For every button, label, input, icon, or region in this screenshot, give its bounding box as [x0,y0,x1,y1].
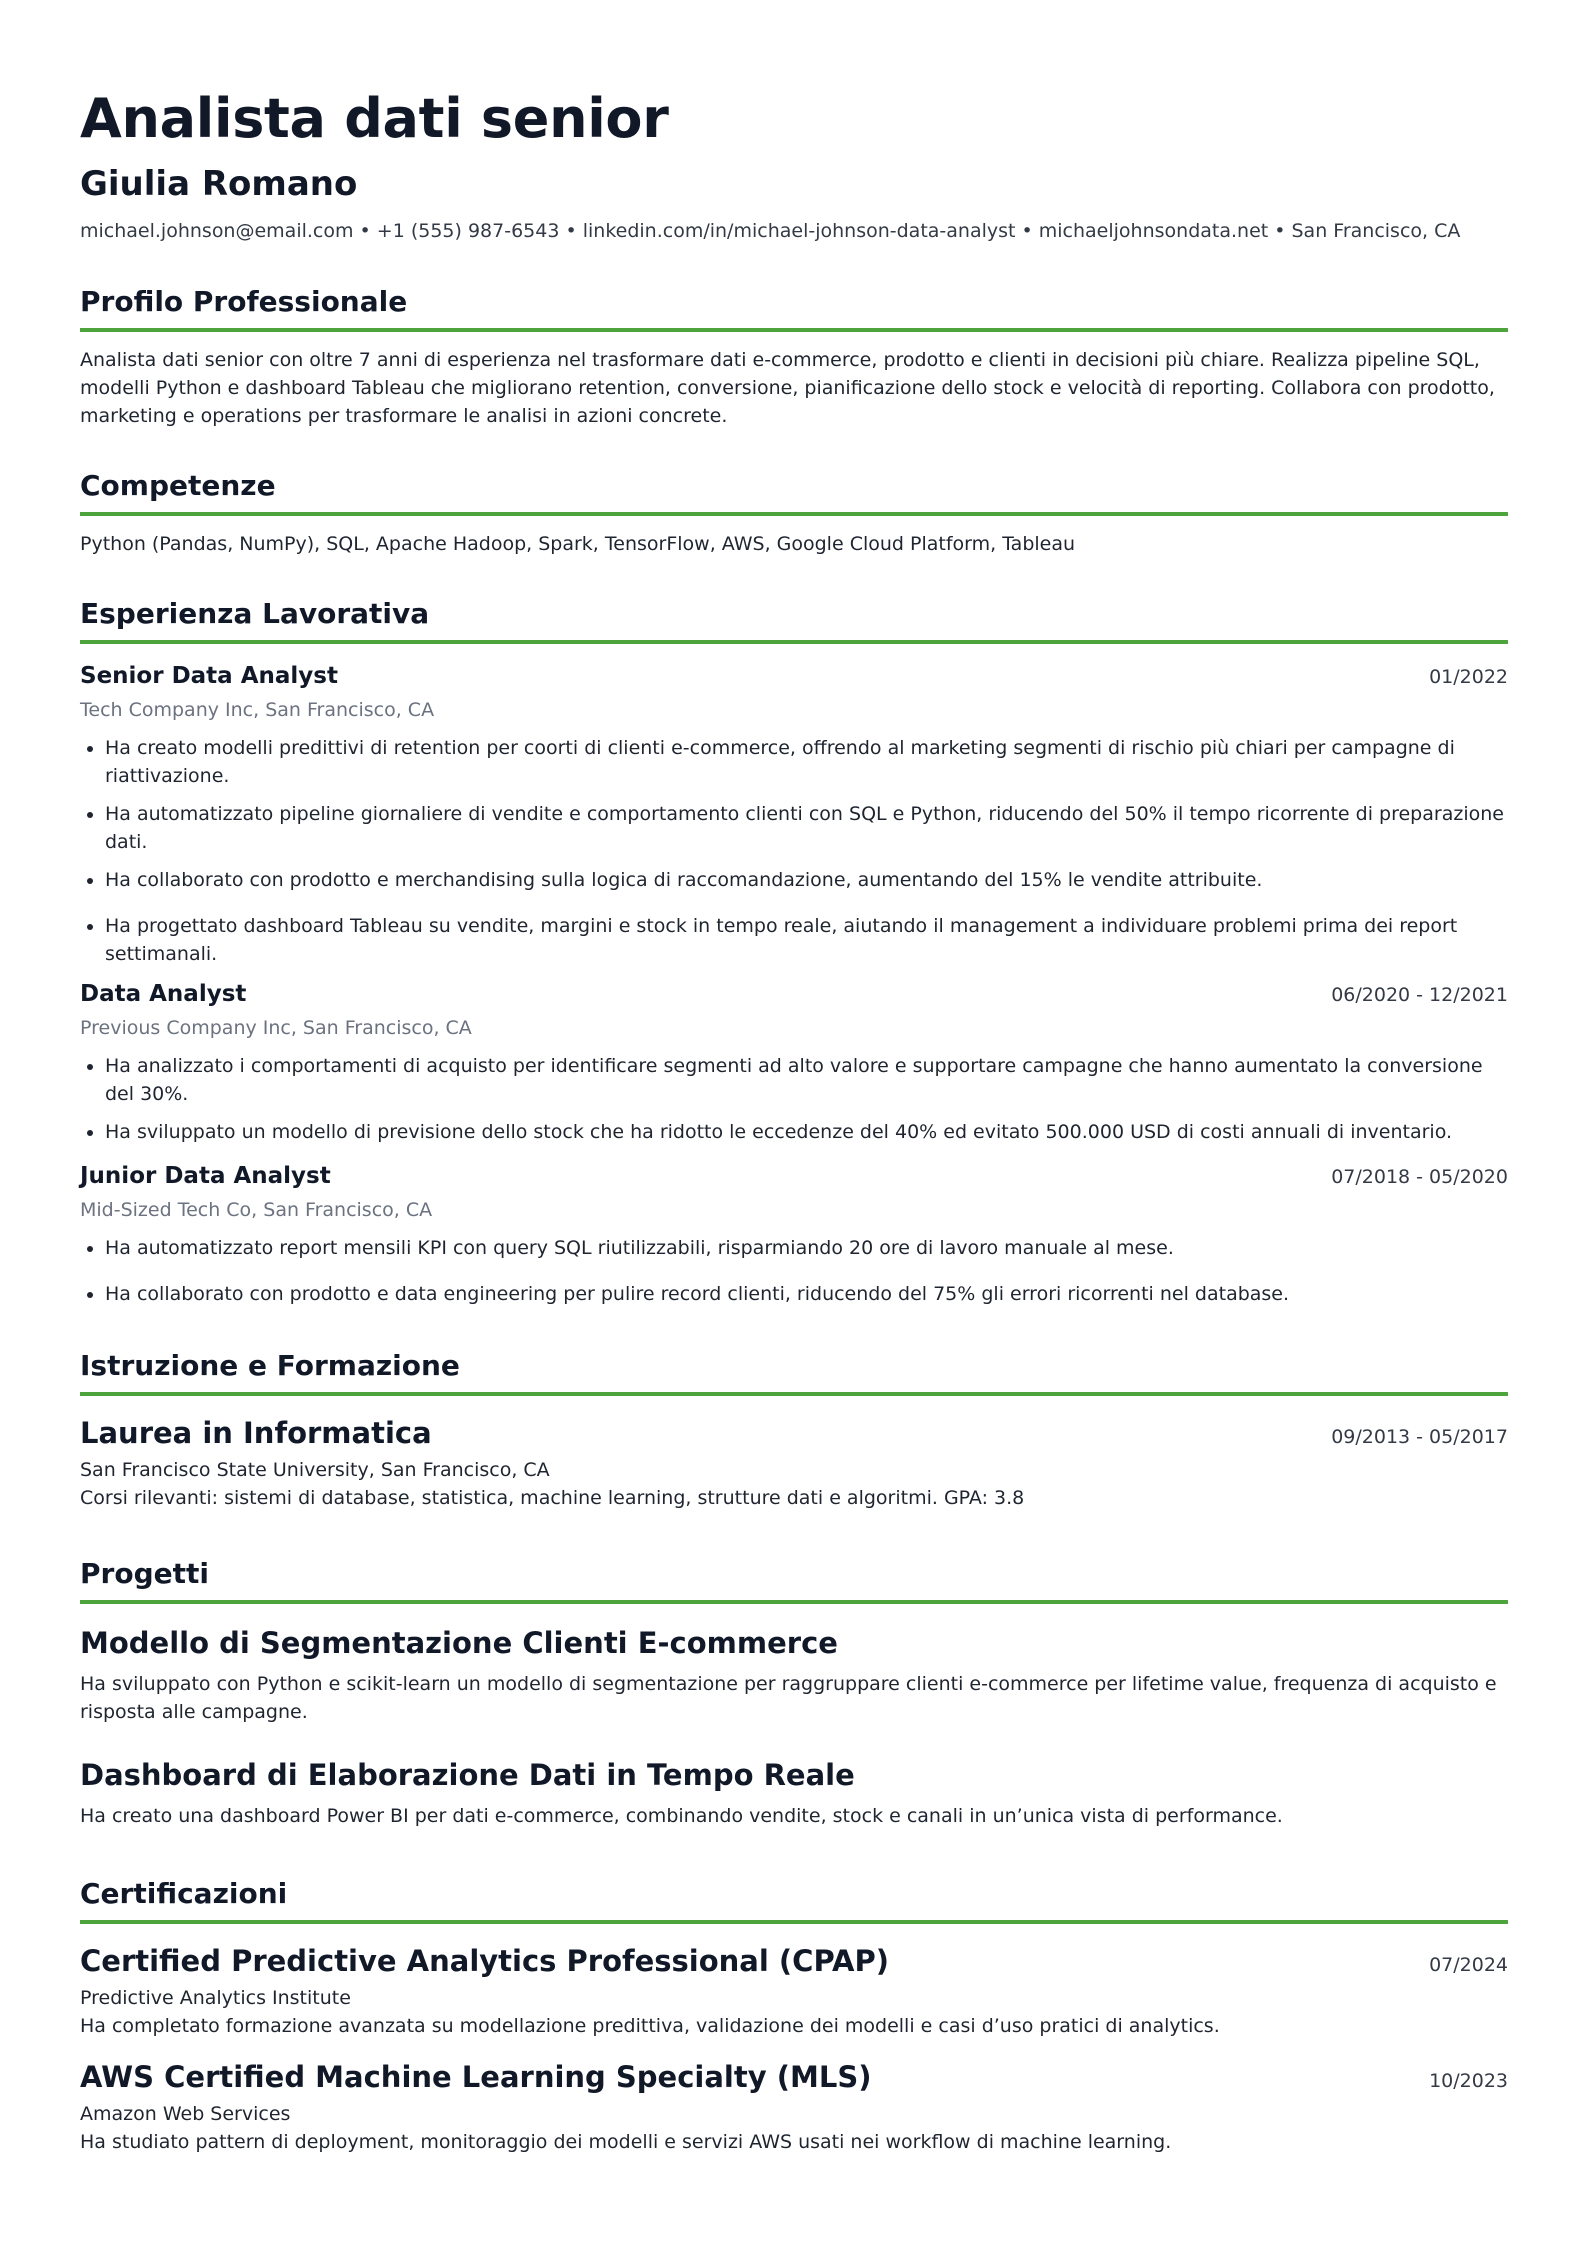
list-item [80,734,1508,790]
profile-section [80,284,1508,430]
list-item [80,800,1508,856]
bullet-icon [87,746,93,752]
list-item [80,1280,1508,1308]
job-company: Mid-Sized Tech Co, San Francisco, CA [80,1199,433,1221]
project-text: Ha creato una dashboard Power BI per dati e-commerce, combinando vendite, stock e canali in un’unica vista di performance. [80,1805,1283,1827]
certification-title: Certified Predictive Analytics Professional (CPAP) [80,1944,889,1978]
experience-list [80,660,1508,1308]
project-text: Ha sviluppato con Python e scikit-learn un modello di segmentazione per raggruppare clienti e-commerce per lifetime value, frequenza di acquisto e risposta alle campagne. [80,1673,1497,1723]
project-entry [80,1756,1508,1830]
section-heading: Profilo Professionale [80,284,1508,332]
education-date: 09/2013 - 05/2017 [1331,1426,1508,1448]
projects-section [80,1556,1508,1830]
certification-entry [80,1942,1508,2040]
bullet-icon [87,1246,93,1252]
certifications-section [80,1876,1508,2156]
job-entry [80,660,1508,968]
bullet-text: Ha collaborato con prodotto e merchandising sulla logica di raccomandazione, aumentando del 15% le vendite attribuite. [105,869,1263,891]
bullet-icon [87,1130,93,1136]
bullet-text: Ha progettato dashboard Tableau su vendite, margini e stock in tempo reale, aiutando il management a individuare problemi prima dei report settimanali. [105,915,1458,965]
education-courses: Corsi rilevanti: sistemi di database, statistica, machine learning, strutture dati e algoritmi. GPA: 3.8 [80,1487,1025,1509]
job-entry [80,978,1508,1146]
project-entry [80,1624,1508,1726]
bullet-text: Ha automatizzato report mensili KPI con query SQL riutilizzabili, risparmiando 20 ore di lavoro manuale al mese. [105,1237,1174,1259]
job-role: Junior Data Analyst [80,1163,331,1189]
profile-text: Analista dati senior con oltre 7 anni di esperienza nel trasformare dati e-commerce, prodotto e clienti in decisioni più chiare. Realizza pipeline SQL, modelli Python e dashboard Tableau che migliorano retention, conversione, pianificazione dello stock e velocità di reporting. Collabora con prodotto, marketing e operations per trasformare le analisi in azioni concrete. [80,349,1495,427]
list-item [80,1118,1508,1146]
job-date: 01/2022 [1429,666,1508,688]
experience-section [80,596,1508,1308]
certification-entry [80,2058,1508,2156]
list-item [80,1234,1508,1262]
bullet-icon [87,812,93,818]
certification-date: 07/2024 [1429,1954,1508,1976]
degree-title: Laurea in Informatica [80,1416,432,1450]
bullet-icon [87,878,93,884]
list-item [80,912,1508,968]
bullet-icon [87,1292,93,1298]
certification-title: AWS Certified Machine Learning Specialty (MLS) [80,2060,872,2094]
section-heading: Progetti [80,1556,1508,1604]
bullet-text: Ha collaborato con prodotto e data engineering per pulire record clienti, riducendo del 75% gli errori ricorrenti nel database. [105,1283,1290,1305]
section-heading: Istruzione e Formazione [80,1348,1508,1396]
job-role: Data Analyst [80,981,247,1007]
section-heading: Competenze [80,468,1508,516]
list-item [80,866,1508,894]
job-bullets [80,734,1508,968]
certification-issuer: Amazon Web Services [80,2103,291,2125]
job-role: Senior Data Analyst [80,663,338,689]
certification-issuer: Predictive Analytics Institute [80,1987,351,2009]
education-entry [80,1414,1508,1512]
job-date: 07/2018 - 05/2020 [1331,1166,1508,1188]
job-company: Tech Company Inc, San Francisco, CA [80,699,435,721]
project-title: Modello di Segmentazione Clienti E-commerce [80,1626,838,1660]
certification-text: Ha completato formazione avanzata su modellazione predittiva, validazione dei modelli e casi d’uso pratici di analytics. [80,2015,1220,2037]
job-bullets [80,1052,1508,1146]
skills-section [80,468,1508,558]
candidate-name: Giulia Romano [80,164,358,204]
bullet-text: Ha sviluppato un modello di previsione dello stock che ha ridotto le eccedenze del 40% ed evitato 500.000 USD di costi annuali di inventario. [105,1121,1453,1143]
section-heading: Esperienza Lavorativa [80,596,1508,644]
job-company: Previous Company Inc, San Francisco, CA [80,1017,472,1039]
skills-text: Python (Pandas, NumPy), SQL, Apache Hadoop, Spark, TensorFlow, AWS, Google Cloud Platform, Tableau [80,533,1076,555]
page-title: Analista dati senior [80,87,669,150]
job-bullets [80,1234,1508,1308]
contact-line: michael.johnson@email.com • +1 (555) 987-6543 • linkedin.com/in/michael-johnson-data-analyst • michaeljohnsondata.net • San Francisco, CA [80,220,1461,242]
project-title: Dashboard di Elaborazione Dati in Tempo Reale [80,1758,855,1792]
certification-text: Ha studiato pattern di deployment, monitoraggio dei modelli e servizi AWS usati nei workflow di machine learning. [80,2131,1172,2153]
job-entry [80,1160,1508,1308]
list-item [80,1052,1508,1108]
school-name: San Francisco State University, San Francisco, CA [80,1459,550,1481]
job-date: 06/2020 - 12/2021 [1331,984,1508,1006]
education-section [80,1348,1508,1512]
section-heading: Certificazioni [80,1876,1508,1924]
bullet-text: Ha analizzato i comportamenti di acquisto per identificare segmenti ad alto valore e supportare campagne che hanno aumentato la conversione del 30%. [105,1055,1483,1105]
certification-date: 10/2023 [1429,2070,1508,2092]
bullet-icon [87,1064,93,1070]
bullet-icon [87,924,93,930]
bullet-text: Ha creato modelli predittivi di retention per coorti di clienti e-commerce, offrendo al marketing segmenti di rischio più chiari per campagne di riattivazione. [105,737,1455,787]
bullet-text: Ha automatizzato pipeline giornaliere di vendite e comportamento clienti con SQL e Python, riducendo del 50% il tempo ricorrente di preparazione dati. [105,803,1504,853]
